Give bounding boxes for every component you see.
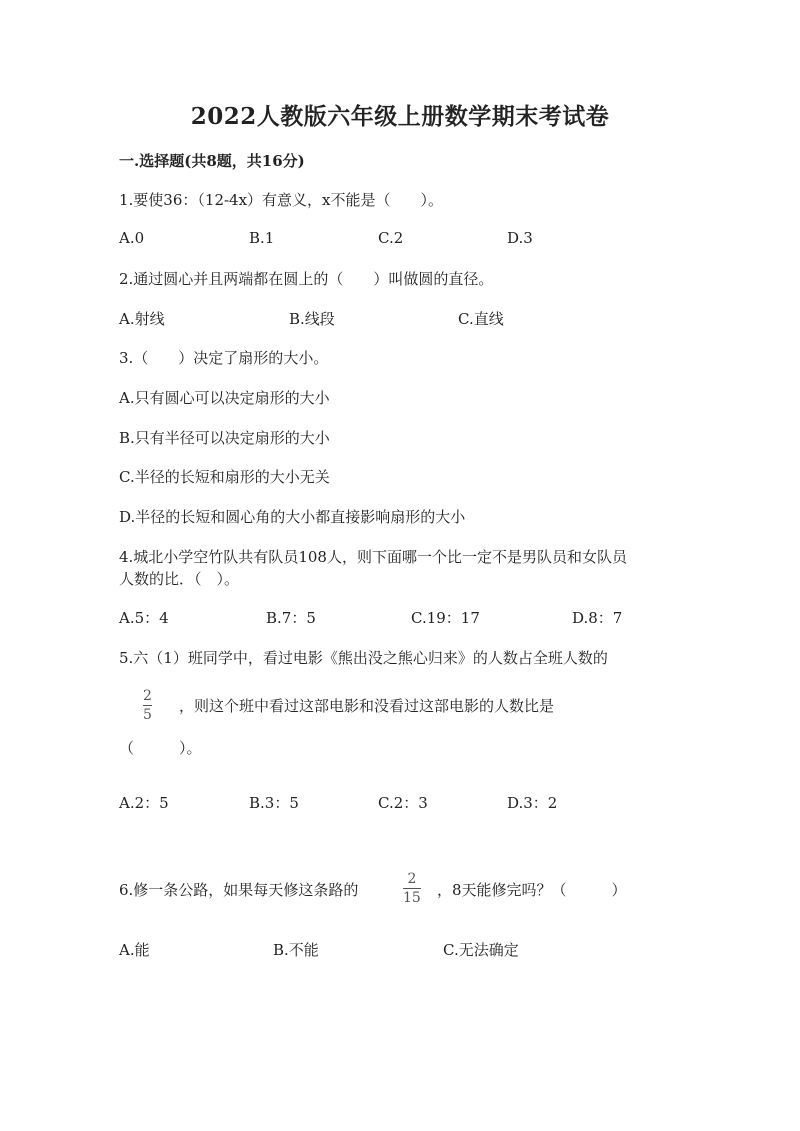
question-6-text-after: ，8天能修完吗？（ ） <box>437 881 627 899</box>
q5-option-c: C.2：3 <box>378 794 428 812</box>
q6-fraction <box>403 871 421 906</box>
q4-option-b: B.7：5 <box>266 609 316 627</box>
q3-option-b: B.只有半径可以决定扇形的大小 <box>119 429 330 447</box>
q3-option-a: A.只有圆心可以决定扇形的大小 <box>119 389 330 407</box>
q5-fraction <box>143 688 152 723</box>
question-4-text-line1: 4.城北小学空竹队共有队员108人，则下面哪一个比一定不是男队员和女队员 <box>119 548 627 566</box>
question-4-text-line2: 人数的比．（ ）。 <box>119 570 240 588</box>
q1-option-c: C.2 <box>378 229 404 247</box>
q6-option-c: C.无法确定 <box>443 941 519 959</box>
q5-option-a: A.2：5 <box>119 794 169 812</box>
q3-option-d: D.半径的长短和圆心角的大小都直接影响扇形的大小 <box>119 508 466 526</box>
question-2-text: 2.通过圆心并且两端都在圆上的（ ）叫做圆的直径。 <box>119 270 494 288</box>
q4-option-a: A.5：4 <box>119 609 169 627</box>
q1-option-b: B.1 <box>249 229 275 247</box>
q6-option-b: B.不能 <box>273 941 319 959</box>
q4-option-c: C.19：17 <box>411 609 480 627</box>
q5-fraction-denominator: 5 <box>143 707 152 723</box>
question-1-text: 1.要使36：（12-4x）有意义，x不能是（ ）。 <box>119 191 444 209</box>
page-title: 2022人教版六年级上册数学期末考试卷 <box>190 103 610 130</box>
q3-option-c: C.半径的长短和扇形的大小无关 <box>119 468 330 486</box>
q6-fraction-numerator: 2 <box>407 871 417 887</box>
q5-fraction-numerator: 2 <box>143 688 152 704</box>
q6-fraction-bar <box>403 888 421 889</box>
q1-option-d: D.3 <box>507 229 533 247</box>
q5-option-b: B.3：5 <box>249 794 299 812</box>
question-5-text-line2: ，则这个班中看过这部电影和没看过这部电影的人数比是 <box>179 697 555 715</box>
q2-option-b: B.线段 <box>289 310 335 328</box>
question-5-text-line1: 5.六（1）班同学中，看过电影《熊出没之熊心归来》的人数占全班人数的 <box>119 649 608 667</box>
q5-fraction-bar <box>143 705 152 706</box>
q6-fraction-denominator: 15 <box>403 890 421 906</box>
q2-option-a: A.射线 <box>119 310 165 328</box>
q6-option-a: A.能 <box>119 941 150 959</box>
section-heading: 一.选择题(共8题，共16分) <box>119 152 305 170</box>
question-6-text-before: 6.修一条公路，如果每天修这条路的 <box>119 881 359 899</box>
question-5-text-line3: （ ）。 <box>119 739 202 757</box>
question-3-text: 3.（ ）决定了扇形的大小。 <box>119 349 329 367</box>
q1-option-a: A.0 <box>119 229 145 247</box>
q5-option-d: D.3：2 <box>507 794 558 812</box>
q2-option-c: C.直线 <box>458 310 504 328</box>
q4-option-d: D.8：7 <box>572 609 623 627</box>
